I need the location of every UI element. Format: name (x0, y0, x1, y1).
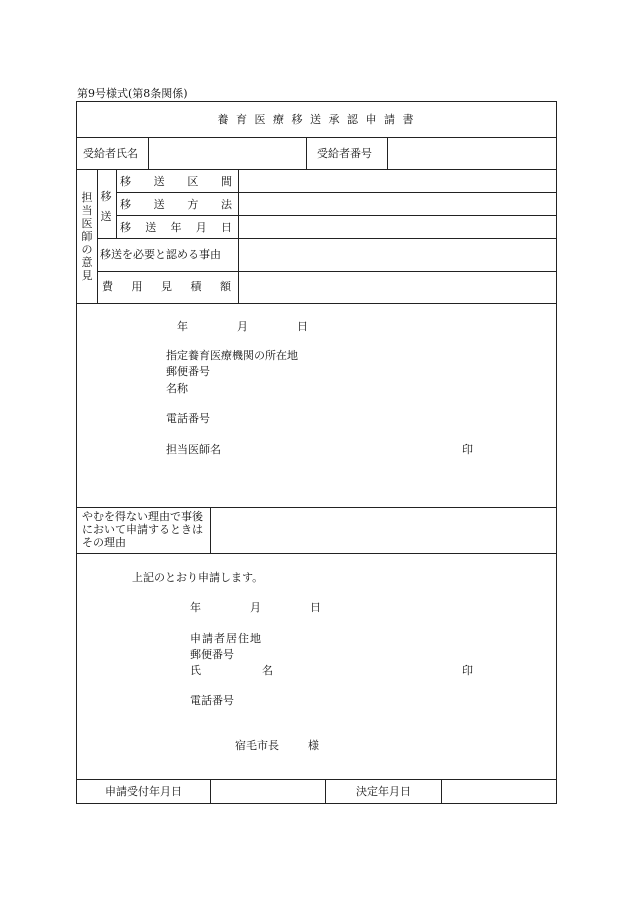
decision-date-label: 決定年月日 (356, 785, 411, 798)
transport-method-label: 移 送 方 法 (120, 198, 232, 211)
divider (116, 215, 556, 216)
received-date-field[interactable] (213, 782, 322, 802)
applicant-date-month: 月 (250, 601, 261, 614)
divider (77, 303, 556, 304)
institution-date-day: 日 (297, 320, 308, 333)
divider (238, 169, 239, 303)
applicant-name-label-1: 氏 (190, 664, 201, 677)
divider (148, 137, 149, 169)
applicant-postal-label: 郵便番号 (190, 648, 234, 661)
addressee-honorific: 様 (308, 739, 319, 752)
application-statement: 上記のとおり申請します。 (132, 571, 264, 584)
divider (77, 169, 556, 170)
applicant-date-day: 日 (310, 601, 321, 614)
divider (77, 507, 556, 508)
transport-date-field[interactable] (243, 218, 551, 236)
divider (116, 169, 117, 238)
applicant-address-label: 申請者居住地 (190, 632, 262, 645)
recipient-number-field[interactable] (392, 140, 552, 166)
divider (387, 137, 388, 169)
divider (97, 169, 98, 303)
applicant-name-label-2: 名 (262, 664, 273, 677)
transport-date-label: 移 送 年 月 日 (120, 221, 232, 234)
transport-route-label: 移 送 区 間 (120, 175, 232, 188)
reason-label: 移送を必要と認める事由 (100, 248, 221, 261)
form-frame (76, 101, 557, 804)
transport-route-field[interactable] (243, 172, 551, 190)
recipient-name-field[interactable] (153, 140, 303, 166)
recipient-name-label: 受給者氏名 (83, 147, 138, 160)
institution-date-month: 月 (237, 320, 248, 333)
doctor-name-label: 担当医師名 (166, 443, 221, 456)
transport-method-field[interactable] (243, 195, 551, 213)
institution-date-year: 年 (177, 320, 188, 333)
divider (116, 192, 556, 193)
divider (210, 507, 211, 553)
institution-postal-label: 郵便番号 (166, 365, 210, 378)
divider (77, 779, 556, 780)
divider (210, 779, 211, 804)
applicant-date-year: 年 (190, 601, 201, 614)
institution-phone-label: 電話番号 (166, 412, 210, 425)
late-reason-label: やむを得ない理由で事後において申請するときはその理由 (82, 510, 203, 549)
recipient-number-label: 受給者番号 (317, 147, 372, 160)
institution-address-label: 指定養育医療機関の所在地 (166, 349, 298, 362)
cost-estimate-field[interactable] (243, 274, 551, 300)
form-title: 養 育 医 療 移 送 承 認 申 請 書 (217, 113, 416, 126)
doctor-opinion-label: 担当医師の意見 (81, 191, 93, 282)
addressee: 宿毛市長 (235, 739, 279, 752)
transport-label: 移送 (100, 190, 112, 223)
divider (97, 271, 556, 272)
divider (77, 553, 556, 554)
divider (306, 137, 307, 169)
applicant-phone-label: 電話番号 (190, 694, 234, 707)
received-date-label: 申請受付年月日 (105, 785, 182, 798)
applicant-seal-mark: 印 (462, 664, 473, 677)
divider (441, 779, 442, 804)
institution-name-label: 名称 (166, 382, 188, 395)
reason-field[interactable] (243, 242, 551, 268)
form-caption: 第9号様式(第8条関係) (77, 87, 188, 100)
cost-estimate-label: 費 用 見 積 額 (102, 280, 231, 293)
decision-date-field[interactable] (445, 782, 552, 802)
divider (97, 238, 556, 239)
doctor-seal-mark: 印 (462, 443, 473, 456)
late-reason-field[interactable] (215, 510, 552, 550)
